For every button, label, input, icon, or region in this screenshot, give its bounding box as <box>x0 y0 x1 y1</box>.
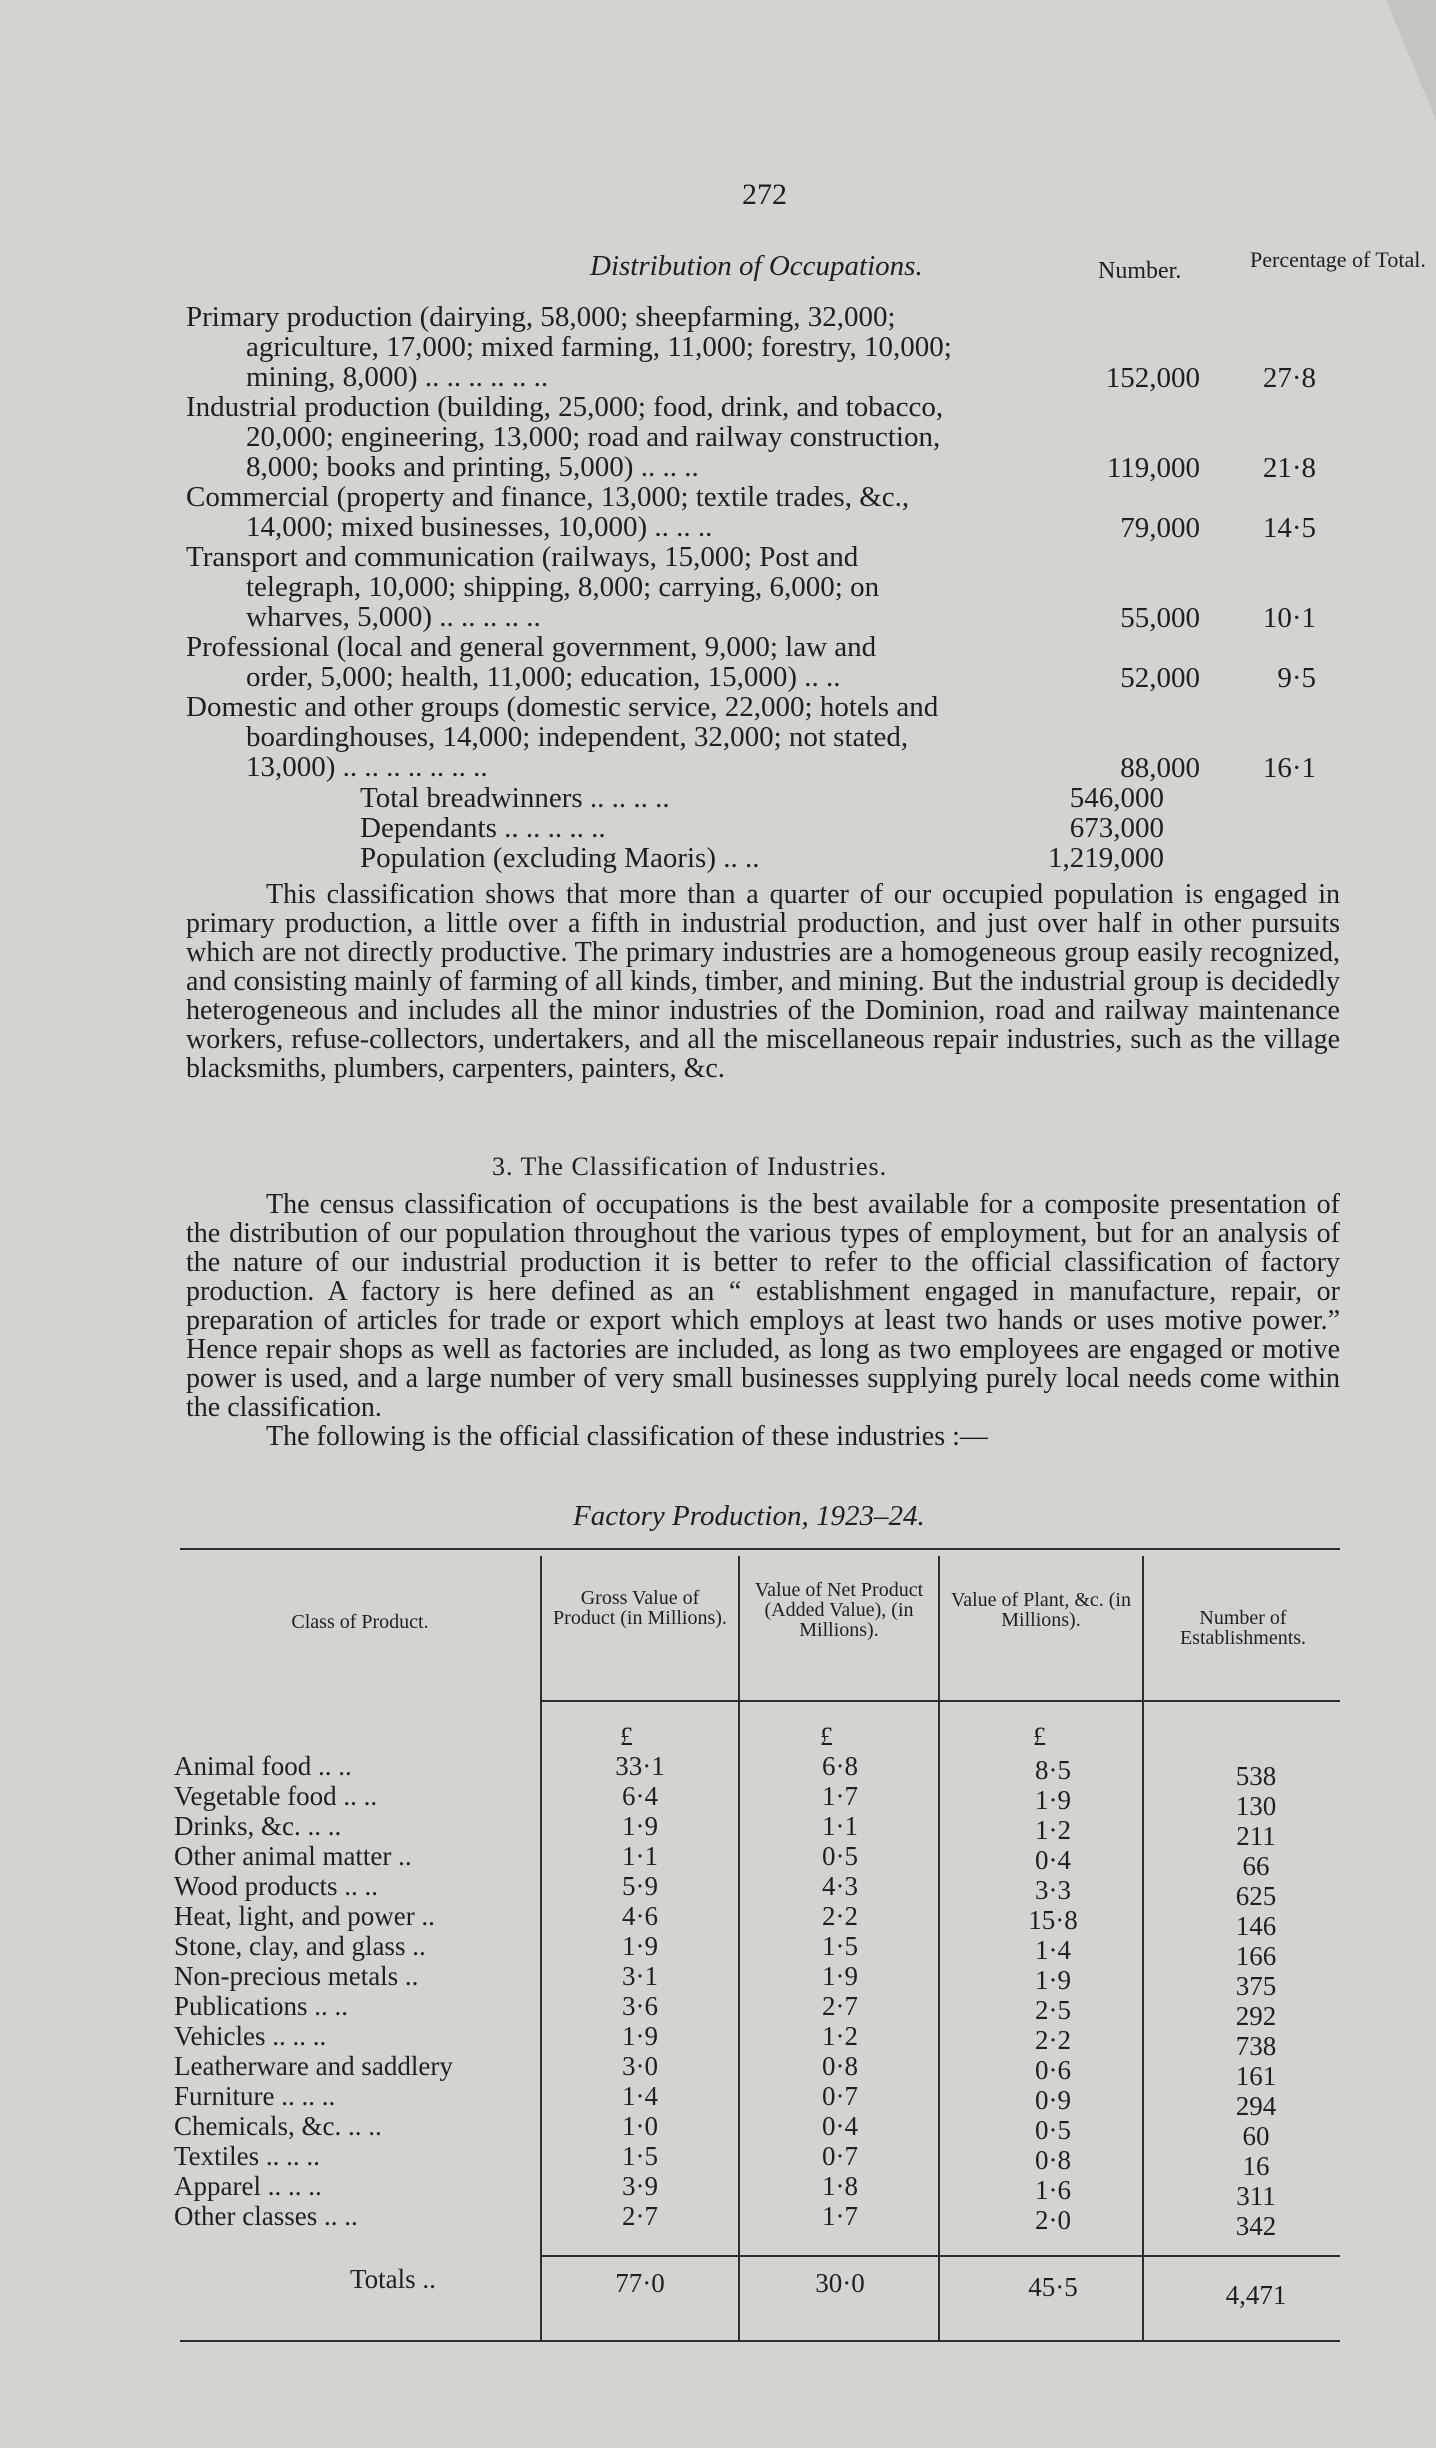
table-top-rule <box>180 1548 1340 1550</box>
plant-value: 1·6 <box>1035 2175 1071 2205</box>
occupation-row <box>186 542 879 632</box>
net-value: 0·7 <box>822 2081 858 2111</box>
occupation-percentage: 9·5 <box>1277 662 1316 694</box>
product-class: Furniture .. .. .. <box>174 2081 336 2111</box>
occupation-label: Industrial production (building, 25,000; food, drink, and tobacco, <box>186 391 944 423</box>
net-value: 1·7 <box>822 1781 858 1811</box>
paragraph-3: The following is the official classification of these industries :— <box>266 1421 988 1452</box>
currency-symbol: £ <box>1033 1722 1046 1751</box>
product-class: Publications .. .. <box>174 1991 348 2021</box>
currency-symbol: £ <box>620 1722 633 1751</box>
product-class: Animal food .. .. <box>174 1751 352 1781</box>
net-value: 1·9 <box>822 1961 858 1991</box>
gross-value: 5·9 <box>622 1871 658 1901</box>
totals-gross: 77·0 <box>615 2268 665 2298</box>
product-class: Heat, light, and power .. <box>174 1901 435 1931</box>
occupation-percentage: 14·5 <box>1262 512 1316 544</box>
occupation-label: Professional (local and general government, 9,000; law and <box>186 631 877 663</box>
plant-value: 2·5 <box>1035 1995 1071 2025</box>
factory-table-title: Factory Production, 1923–24. <box>573 1500 925 1532</box>
gross-value: 1·4 <box>622 2081 658 2111</box>
establishments: 130 <box>1235 1791 1277 1821</box>
occupation-percentage: 16·1 <box>1262 752 1316 784</box>
gross-value: 33·1 <box>615 1751 665 1781</box>
product-class: Wood products .. .. <box>174 1871 379 1901</box>
paragraph-1: This classification shows that more than a quarter of our occupied population is engaged in primary production, a little over a fifth in industrial production, and just over half in other pursuits which are not directly productive. The primary industries are a homogeneous group easily recognized, and consisting mainly of farming of all kinds, timber, and mining. But the industrial group is decidedly heterogeneous and includes all the minor industries of the Dominion, road and railway maintenance workers, refuse-collectors, undertakers, and all the miscellaneous repair industries, such as the village blacksmiths, plumbers, carpenters, painters, &c. <box>186 879 1340 1084</box>
product-class: Vehicles .. .. .. <box>174 2021 327 2051</box>
gross-value: 1·0 <box>622 2111 658 2141</box>
establishments: 60 <box>1242 2121 1270 2151</box>
plant-value: 0·4 <box>1035 1845 1071 1875</box>
totals-label: Totals .. <box>350 2264 436 2294</box>
occupation-label-continued: 20,000; engineering, 13,000; road and railway construction, <box>246 421 941 453</box>
column-header: Value of Plant, &c. (in Millions). <box>951 1589 1131 1631</box>
net-value: 6·8 <box>822 1751 858 1781</box>
establishments: 625 <box>1235 1881 1277 1911</box>
occupation-number: 79,000 <box>1120 512 1200 544</box>
gross-value: 1·1 <box>622 1841 658 1871</box>
establishments: 66 <box>1242 1851 1270 1881</box>
occupation-percentage: 10·1 <box>1262 602 1316 634</box>
gross-value: 4·6 <box>622 1901 658 1931</box>
establishments: 161 <box>1235 2061 1277 2091</box>
total-value: 673,000 <box>1069 812 1164 844</box>
totals-rule <box>540 2255 1340 2257</box>
occupation-label-continued: 14,000; mixed businesses, 10,000) .. .. .. <box>246 511 713 543</box>
net-value: 0·4 <box>822 2111 858 2141</box>
net-value: 1·7 <box>822 2201 858 2231</box>
occupation-label-continued: telegraph, 10,000; shipping, 8,000; carrying, 6,000; on <box>246 571 880 603</box>
occupation-label: Transport and communication (railways, 15,000; Post and <box>186 541 859 573</box>
product-class: Other classes .. .. <box>174 2201 358 2231</box>
establishments: 211 <box>1236 1821 1276 1851</box>
section-heading: 3. The Classification of Industries. <box>492 1152 888 1181</box>
column-divider <box>1142 1556 1144 2340</box>
occupation-label: Primary production (dairying, 58,000; sheepfarming, 32,000; <box>186 301 896 333</box>
page-corner-shading <box>1136 0 1436 300</box>
page-number: 272 <box>742 178 787 211</box>
column-divider <box>938 1556 940 2340</box>
paragraph-census-classification <box>186 1190 1340 1451</box>
establishments: 146 <box>1235 1911 1277 1941</box>
establishments: 292 <box>1235 2001 1277 2031</box>
gross-value: 3·6 <box>622 1991 658 2021</box>
net-value: 4·3 <box>822 1871 858 1901</box>
net-value: 2·7 <box>822 1991 858 2021</box>
occupation-percentage: 21·8 <box>1262 452 1316 484</box>
occupation-label-continued: order, 5,000; health, 11,000; education, 15,000) .. .. <box>246 661 841 693</box>
establishments: 294 <box>1235 2091 1277 2121</box>
net-value: 1·1 <box>822 1811 858 1841</box>
occupations-number-header: Number. <box>1098 258 1182 284</box>
product-class: Leatherware and saddlery <box>174 2051 453 2081</box>
plant-value: 0·5 <box>1035 2115 1071 2145</box>
occupation-number: 55,000 <box>1120 602 1200 634</box>
plant-value: 1·9 <box>1035 1785 1071 1815</box>
total-label: Population (excluding Maoris) .. .. <box>360 842 760 874</box>
product-class: Non-precious metals .. <box>174 1961 419 1991</box>
column-divider <box>540 1556 542 2340</box>
column-header: Class of Product. <box>291 1611 429 1633</box>
net-value: 1·8 <box>822 2171 858 2201</box>
column-header: Gross Value of Product (in Millions). <box>553 1587 727 1629</box>
occupation-number: 52,000 <box>1120 662 1200 694</box>
plant-value: 2·0 <box>1035 2205 1071 2235</box>
occupation-label: Domestic and other groups (domestic service, 22,000; hotels and <box>186 691 939 723</box>
establishments: 342 <box>1235 2211 1277 2241</box>
gross-value: 1·5 <box>622 2141 658 2171</box>
product-class: Textiles .. .. .. <box>174 2141 320 2171</box>
occupation-label-continued: agriculture, 17,000; mixed farming, 11,000; forestry, 10,000; <box>246 331 952 363</box>
establishments: 375 <box>1235 1971 1277 2001</box>
occupation-label-continued: mining, 8,000) .. .. .. .. .. .. <box>246 361 549 393</box>
establishments: 16 <box>1242 2151 1270 2181</box>
occupation-row <box>186 692 938 782</box>
net-value: 1·5 <box>822 1931 858 1961</box>
occupations-heading: Distribution of Occupations. <box>590 250 923 282</box>
net-value: 1·2 <box>822 2021 858 2051</box>
plant-value: 3·3 <box>1035 1875 1071 1905</box>
plant-value: 1·4 <box>1035 1935 1071 1965</box>
paragraph-classification-summary <box>186 880 1340 1083</box>
net-value: 2·2 <box>822 1901 858 1931</box>
establishments: 738 <box>1235 2031 1277 2061</box>
establishments: 538 <box>1235 1761 1277 1791</box>
establishments: 166 <box>1235 1941 1277 1971</box>
occupation-row <box>186 632 876 692</box>
column-divider <box>738 1556 740 2340</box>
total-label: Dependants .. .. .. .. .. <box>360 812 606 844</box>
total-label: Total breadwinners .. .. .. .. <box>360 782 670 814</box>
occupation-label-continued: 13,000) .. .. .. .. .. .. .. <box>246 751 488 783</box>
product-class: Apparel .. .. .. <box>174 2171 322 2201</box>
plant-value: 0·8 <box>1035 2145 1071 2175</box>
net-value: 0·5 <box>822 1841 858 1871</box>
occupations-percentage-header: Percentage of Total. <box>1250 247 1426 272</box>
occupation-row <box>186 392 943 482</box>
totals-net: 30·0 <box>815 2268 865 2298</box>
plant-value: 1·2 <box>1035 1815 1071 1845</box>
plant-value: 0·6 <box>1035 2055 1071 2085</box>
gross-value: 1·9 <box>622 2021 658 2051</box>
plant-value: 0·9 <box>1035 2085 1071 2115</box>
total-value: 1,219,000 <box>1048 842 1164 874</box>
plant-value: 2·2 <box>1035 2025 1071 2055</box>
occupation-label-continued: 8,000; books and printing, 5,000) .. .. .. <box>246 451 699 483</box>
occupation-label-continued: boardinghouses, 14,000; independent, 32,000; not stated, <box>246 721 909 753</box>
totals-establishments: 4,471 <box>1225 2280 1287 2310</box>
plant-value: 8·5 <box>1035 1755 1071 1785</box>
product-class: Chemicals, &c. .. .. <box>174 2111 382 2141</box>
occupation-label: Commercial (property and finance, 13,000; textile trades, &c., <box>186 481 910 513</box>
currency-symbol: £ <box>820 1722 833 1751</box>
gross-value: 1·9 <box>622 1811 658 1841</box>
gross-value: 3·9 <box>622 2171 658 2201</box>
occupation-number: 119,000 <box>1106 452 1200 484</box>
product-class: Other animal matter .. <box>174 1841 412 1871</box>
occupation-number: 152,000 <box>1105 362 1200 394</box>
occupation-number: 88,000 <box>1120 752 1200 784</box>
table-bottom-rule <box>180 2340 1340 2342</box>
gross-value: 3·0 <box>622 2051 658 2081</box>
gross-value: 1·9 <box>622 1931 658 1961</box>
occupation-row <box>186 302 952 392</box>
occupation-row <box>186 482 909 542</box>
product-class: Drinks, &c. .. .. <box>174 1811 342 1841</box>
occupation-label-continued: wharves, 5,000) .. .. .. .. .. <box>246 601 541 633</box>
paragraph-2: The census classification of occupations is the best available for a composite presentation of the distribution of our population throughout the various types of employment, but for an analysis of the nature of our industrial production it is better to refer to the official classification of factory production. A factory is here defined as an “ establishment engaged in manufacture, repair, or preparation of articles for trade or export which employs at least two hands or uses motive power.” Hence repair shops as well as factories are included, as long as two employees are engaged or motive power is used, and a large number of very small businesses supplying purely local needs come within the classification. <box>186 1189 1340 1423</box>
net-value: 0·8 <box>822 2051 858 2081</box>
establishments: 311 <box>1236 2181 1276 2211</box>
net-value: 0·7 <box>822 2141 858 2171</box>
product-class: Stone, clay, and glass .. <box>174 1931 426 1961</box>
totals-plant: 45·5 <box>1028 2272 1078 2302</box>
product-class: Vegetable food .. .. <box>174 1781 378 1811</box>
column-header: Number of Establishments. <box>1179 1607 1307 1649</box>
plant-value: 1·9 <box>1035 1965 1071 1995</box>
gross-value: 3·1 <box>622 1961 658 1991</box>
column-header: Value of Net Product (Added Value), (in Millions). <box>754 1579 924 1641</box>
total-value: 546,000 <box>1069 782 1164 814</box>
table-header-rule <box>540 1700 1340 1702</box>
occupation-percentage: 27·8 <box>1262 362 1316 394</box>
gross-value: 6·4 <box>622 1781 658 1811</box>
gross-value: 2·7 <box>622 2201 658 2231</box>
plant-value: 15·8 <box>1028 1905 1078 1935</box>
